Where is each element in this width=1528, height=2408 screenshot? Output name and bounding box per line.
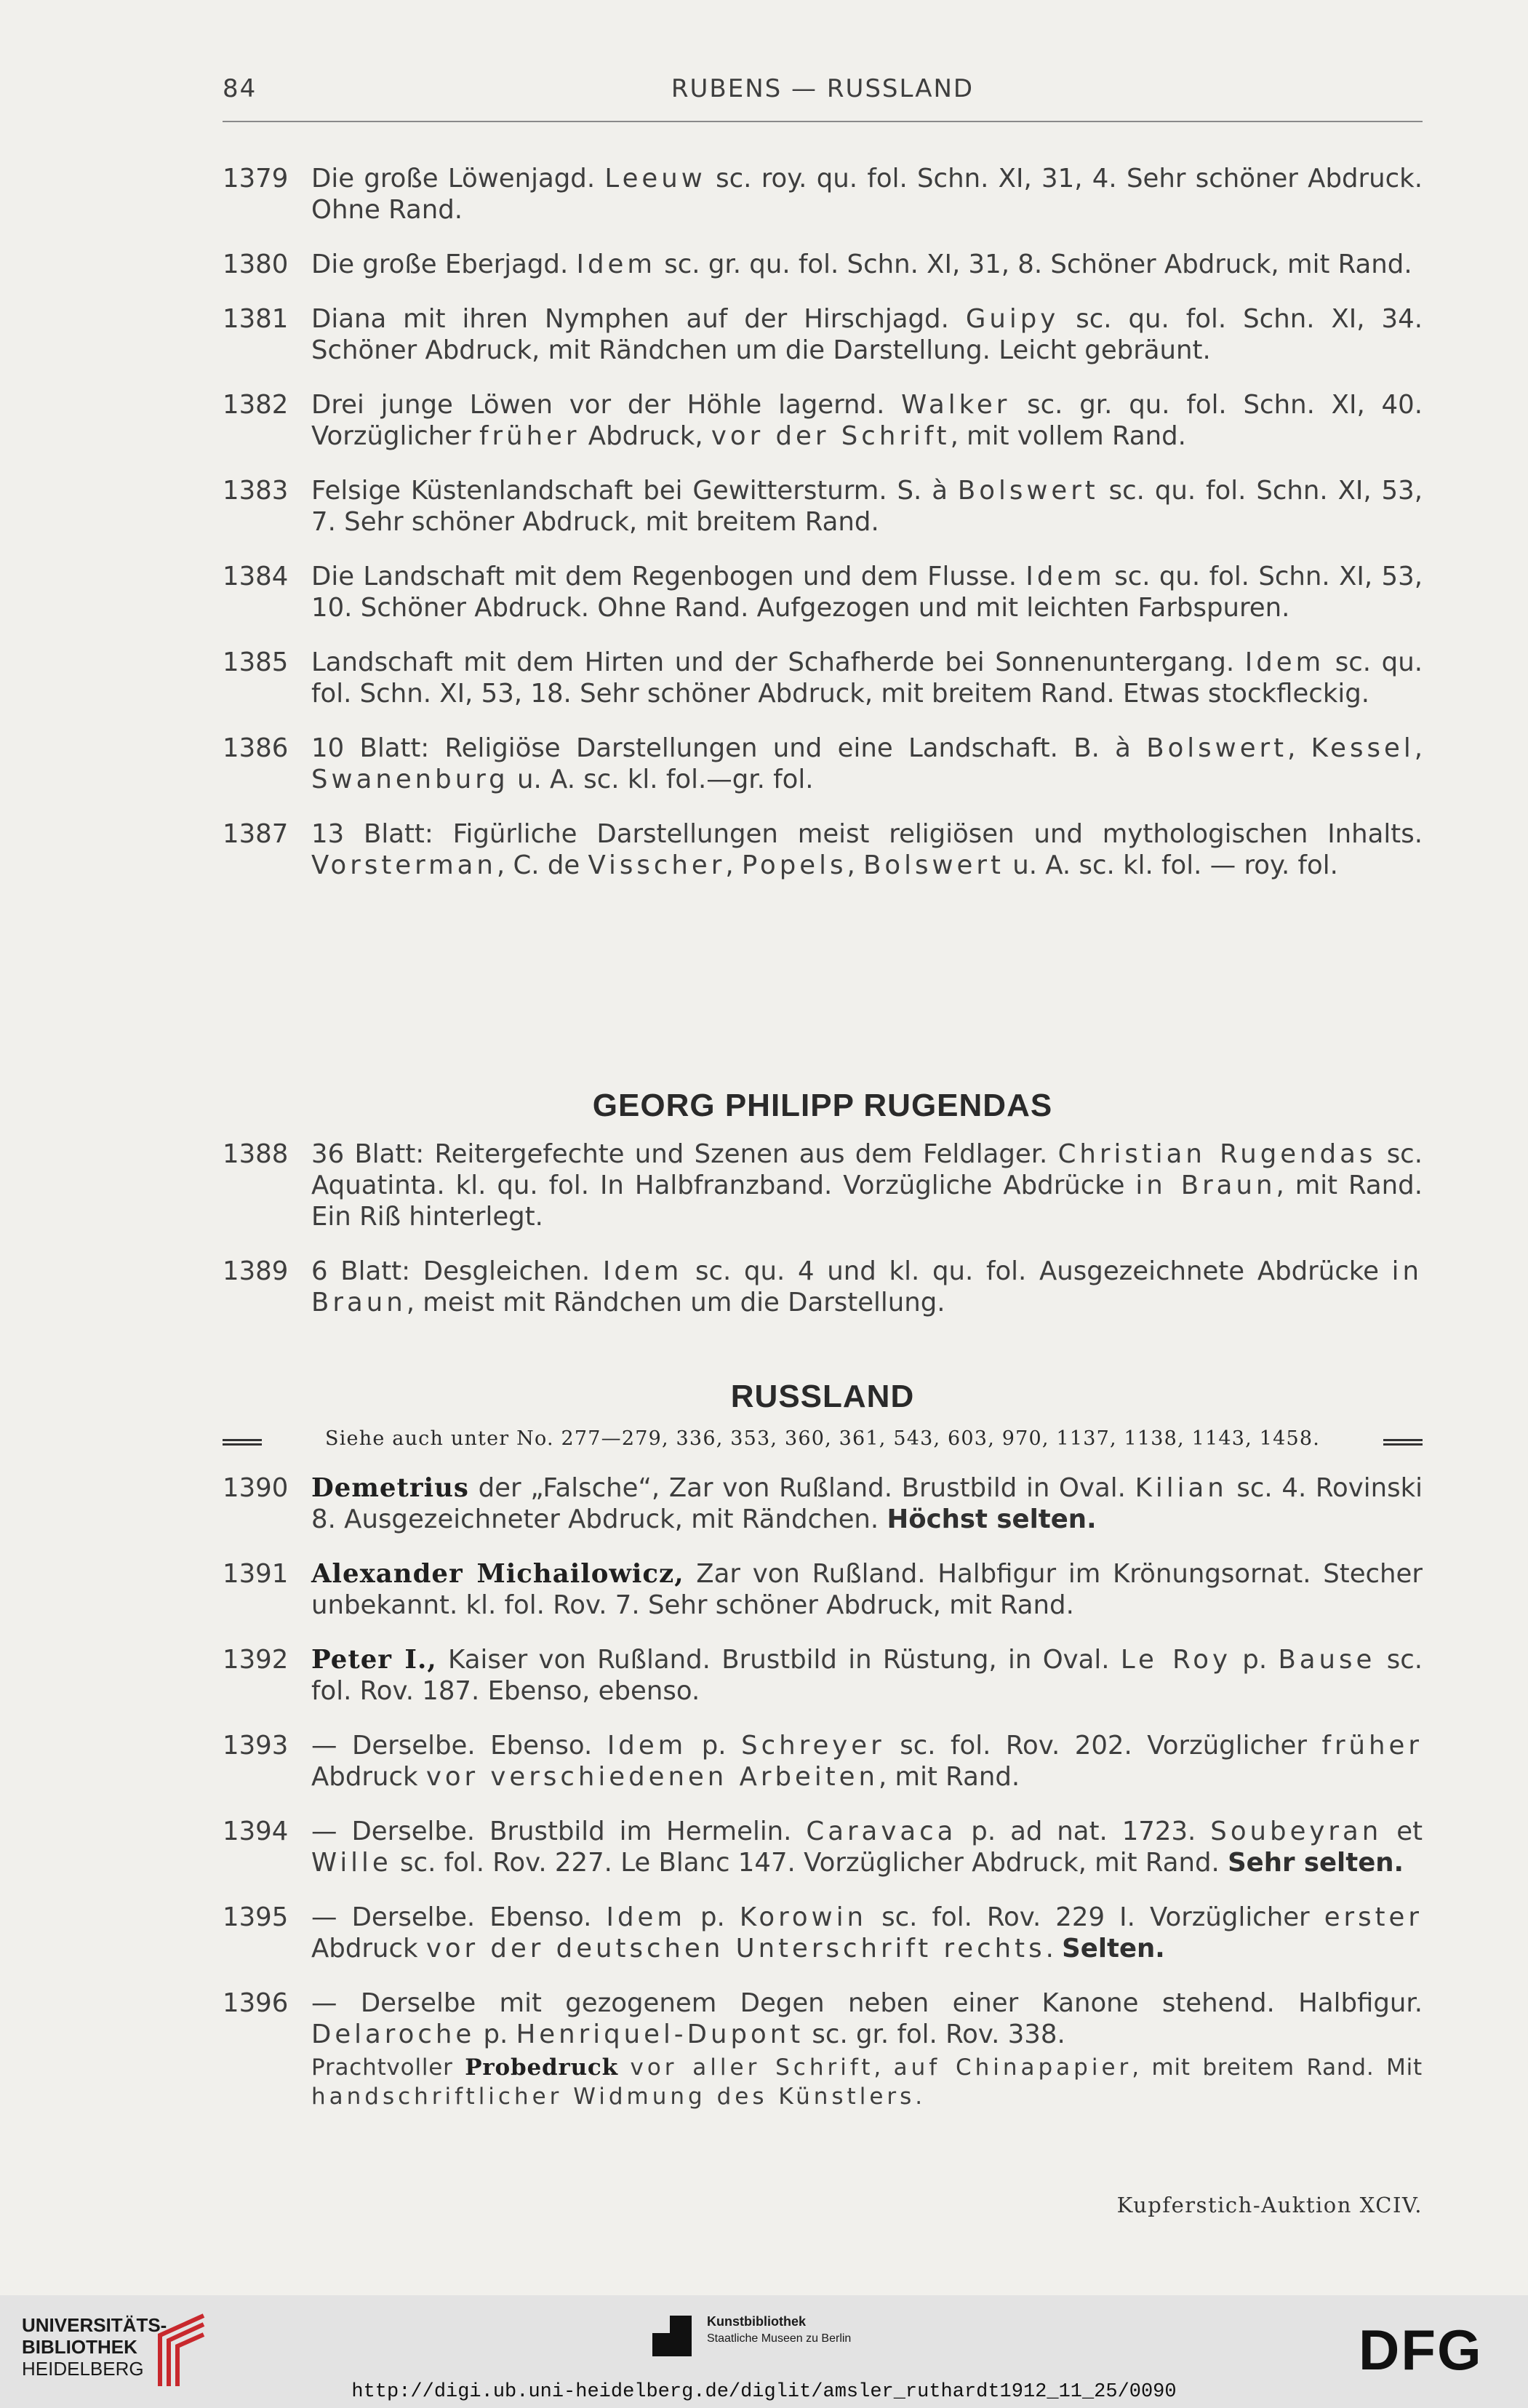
see-also-text: Siehe auch unter No. 277—279, 336, 353, 360, 361, 543, 603, 970, 1137, 1138, 1143, 1458. (325, 1427, 1320, 1450)
lot-number: 1393 (223, 1731, 289, 1761)
double-rule-right (1383, 1439, 1423, 1446)
lot-number: 1381 (223, 304, 289, 334)
running-header (223, 71, 1423, 122)
lot-number: 1388 (223, 1139, 289, 1169)
entry-text: — Derselbe mit gezogenem Degen neben einer Kanone stehend. Halbfigur. Delaroche p. Henriquel-Dupont sc. gr. fol. Rov. 338. (311, 1988, 1423, 2049)
entry-text: Demetrius der „Falsche“, Zar von Rußland. Brustbild in Oval. Kilian sc. 4. Rovinski 8. Ausgezeichneter Abdruck, mit Rändchen. Höchst selten. (311, 1473, 1423, 1534)
lot-number: 1392 (223, 1645, 289, 1675)
lot-number: 1391 (223, 1559, 289, 1589)
catalogue-entry (223, 1644, 1423, 1707)
russland-entries (223, 1472, 1423, 2111)
catalogue-entry (223, 1816, 1423, 1878)
running-title: RUBENS — RUSSLAND (671, 74, 975, 103)
catalogue-footer: Kupferstich-Auktion XCIV. (1116, 2193, 1423, 2217)
entry-text: — Derselbe. Brustbild im Hermelin. Caravaca p. ad nat. 1723. Soubeyran et Wille sc. fol. Rov. 227. Le Blanc 147. Vorzüglicher Abdruck, mit Rand. Sehr selten. (311, 1817, 1423, 1878)
catalogue-entry (223, 389, 1423, 452)
source-url-link[interactable]: http://digi.ub.uni-heidelberg.de/diglit/amsler_ruthardt1912_11_25/0090 (351, 2381, 1177, 2403)
entry-text: Die große Löwenjagd. Leeuw sc. roy. qu. fol. Schn. XI, 31, 4. Sehr schöner Abdruck. Ohne Rand. (311, 164, 1423, 225)
entry-text: 36 Blatt: Reitergefechte und Szenen aus dem Feldlager. Christian Rugendas sc. Aquatinta. kl. qu. fol. In Halbfranzband. Vorzügliche Abdrücke in Braun, mit Rand. Ein Riß hinterlegt. (311, 1139, 1423, 1232)
entry-text: Felsige Küstenlandschaft bei Gewittersturm. S. à Bolswert sc. qu. fol. Schn. XI, 53, 7. Sehr schöner Abdruck, mit breitem Rand. (311, 476, 1423, 537)
lot-number: 1384 (223, 562, 289, 591)
catalogue-entry (223, 475, 1423, 538)
lot-number: 1387 (223, 819, 289, 849)
entry-text: 6 Blatt: Desgleichen. Idem sc. qu. 4 und kl. qu. fol. Ausgezeichnete Abdrücke in Braun, meist mit Rändchen um die Darstellung. (311, 1256, 1423, 1317)
catalogue-entry (223, 561, 1423, 623)
double-rule-left (223, 1439, 262, 1446)
catalogue-entry (223, 1472, 1423, 1535)
section-heading-russland: RUSSLAND (730, 1379, 915, 1414)
lot-number: 1390 (223, 1473, 289, 1503)
catalogue-entry (223, 733, 1423, 795)
catalogue-entry (223, 1139, 1423, 1232)
entry-text: Diana mit ihren Nymphen auf der Hirschjagd. Guipy sc. qu. fol. Schn. XI, 34. Schöner Abdruck, mit Rändchen um die Darstellung. Leicht gebräunt. (311, 304, 1423, 365)
lot-number: 1379 (223, 164, 289, 194)
entry-text: 13 Blatt: Figürliche Darstellungen meist religiösen und mythologischen Inhalts. Vorsterman, C. de Visscher, Popels, Bolswert u. A. sc. kl. fol. — roy. fol. (311, 819, 1423, 880)
catalogue-entry (223, 1256, 1423, 1318)
section-heading-rugendas: GEORG PHILIPP RUGENDAS (592, 1088, 1053, 1123)
catalogue-entry (223, 1730, 1423, 1793)
lot-number: 1382 (223, 390, 289, 420)
rugendas-entries (223, 1139, 1423, 1318)
catalogue-entry (223, 647, 1423, 709)
lot-number: 1380 (223, 250, 289, 279)
lot-number: 1389 (223, 1256, 289, 1286)
see-also-line (223, 1427, 1423, 1456)
catalogue-entry (223, 1558, 1423, 1621)
rubens-entries (223, 163, 1423, 881)
ub-heidelberg-logo[interactable]: UNIVERSITÄTS- BIBLIOTHEK HEIDELBERG (22, 2314, 167, 2380)
entry-text: Die Landschaft mit dem Regenbogen und dem Flusse. Idem sc. qu. fol. Schn. XI, 53, 10. Schöner Abdruck. Ohne Rand. Aufgezogen und mit leichten Farbspuren. (311, 562, 1423, 623)
entry-text: — Derselbe. Ebenso. Idem p. Schreyer sc. fol. Rov. 202. Vorzüglicher früher Abdruck vor verschiedenen Arbeiten, mit Rand. (311, 1731, 1423, 1792)
catalogue-entry (223, 818, 1423, 881)
entry-text: Landschaft mit dem Hirten und der Schafherde bei Sonnenuntergang. Idem sc. qu. fol. Schn. XI, 53, 18. Sehr schöner Abdruck, mit breitem Rand. Etwas stockfleckig. (311, 647, 1423, 709)
entry-text: Peter I., Kaiser von Rußland. Brustbild in Rüstung, in Oval. Le Roy p. Bause sc. fol. Rov. 187. Ebenso, ebenso. (311, 1645, 1423, 1706)
entry-text: Die große Eberjagd. Idem sc. gr. qu. fol. Schn. XI, 31, 8. Schöner Abdruck, mit Rand. (311, 250, 1412, 279)
catalogue-entry (223, 1902, 1423, 1964)
lot-number: 1394 (223, 1817, 289, 1846)
entry-note: Prachtvoller Probedruck vor aller Schrift, auf Chinapapier, mit breitem Rand. Mit handschriftlicher Widmung des Künstlers. (311, 2054, 1423, 2110)
entry-text: Drei junge Löwen vor der Höhle lagernd. Walker sc. gr. qu. fol. Schn. XI, 40. Vorzüglicher früher Abdruck, vor der Schrift, mit vollem Rand. (311, 390, 1423, 451)
kunstbibliothek-icon (652, 2316, 692, 2356)
catalogue-entry (223, 1988, 1423, 2111)
entry-text: Alexander Michailowicz, Zar von Rußland. Halbfigur im Krönungsornat. Stecher unbekannt. kl. fol. Rov. 7. Sehr schöner Abdruck, mit Rand. (311, 1559, 1423, 1620)
lot-number: 1386 (223, 733, 289, 763)
kunstbibliothek-logo[interactable]: Kunstbibliothek Staatliche Museen zu Berlin (707, 2314, 852, 2345)
page-number: 84 (223, 74, 257, 103)
lot-number: 1383 (223, 476, 289, 506)
ub-heidelberg-icon (153, 2310, 211, 2390)
catalogue-entry (223, 249, 1423, 280)
lot-number: 1396 (223, 1988, 289, 2018)
lot-number: 1395 (223, 1902, 289, 1932)
catalogue-entry (223, 303, 1423, 366)
catalogue-entry (223, 163, 1423, 226)
dfg-logo[interactable]: DFG (1359, 2318, 1483, 2382)
digitization-bar (0, 2295, 1528, 2408)
lot-number: 1385 (223, 647, 289, 677)
entry-text: — Derselbe. Ebenso. Idem p. Korowin sc. fol. Rov. 229 I. Vorzüglicher erster Abdruck vor der deutschen Unterschrift rechts. Selten. (311, 1902, 1423, 1964)
entry-text: 10 Blatt: Religiöse Darstellungen und eine Landschaft. B. à Bolswert, Kessel, Swanenburg u. A. sc. kl. fol.—gr. fol. (311, 733, 1423, 794)
